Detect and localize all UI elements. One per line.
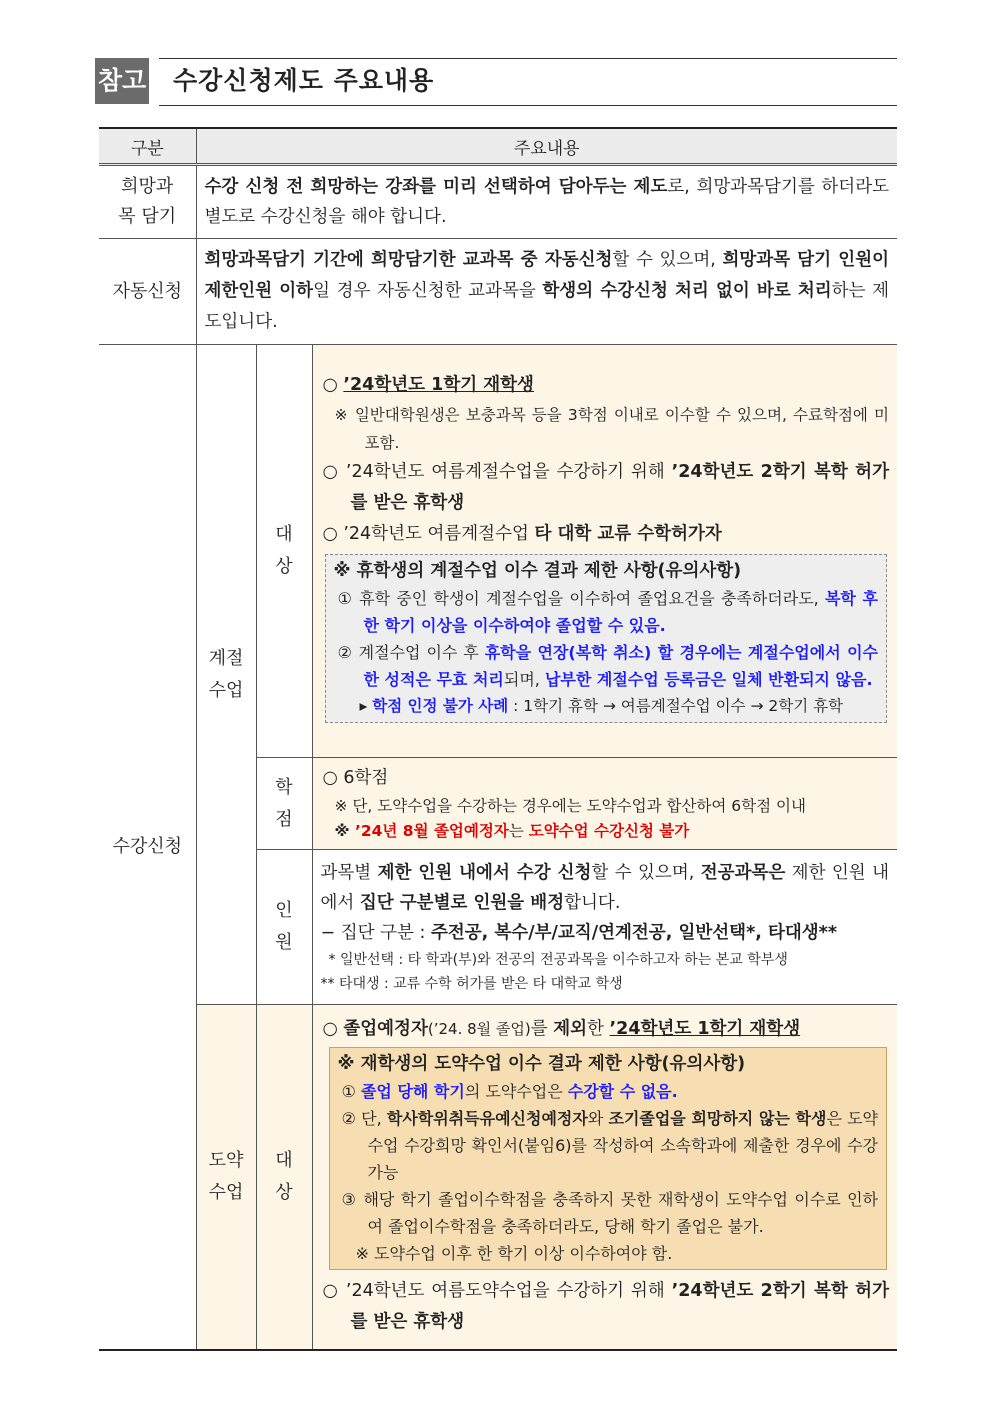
leap-box-item-3: ③ 해당 학기 졸업이수학점을 충족하지 못한 재학생이 도약수업 이수로 인하여 졸업이수학점을 충족하더라도, 당해 학기 졸업은 불가. [341, 1189, 879, 1236]
summer-t3b: 타 대학 교류 수학허가자 [534, 523, 722, 544]
registration-label: 수강신청 [99, 345, 196, 1350]
q1d: 전공과목은 [700, 863, 786, 883]
auto-t1: 할 수 있으며, [612, 250, 723, 270]
leap-i2c: 와 [587, 1108, 609, 1128]
leap-box-item-2 [338, 1105, 879, 1186]
auto-content [196, 239, 897, 345]
leap-i2d: 조기졸업을 희망하지 않는 학생 [608, 1108, 827, 1128]
auto-b3: 학생의 수강신청 처리 없이 바로 처리 [542, 281, 832, 301]
leap-i1d: 수강할 수 없음. [567, 1081, 678, 1101]
summer-c-n2b: ’24년 8월 졸업예정자 [354, 822, 509, 840]
summer-box-ex-a: 학점 인정 불가 사례 [372, 696, 509, 715]
leap-box-item-1 [338, 1078, 879, 1105]
leap-t1e: 한 [587, 1018, 610, 1039]
summer-c-n2c: 는 [508, 822, 529, 840]
reference-badge: 참고 [95, 58, 149, 104]
summer-quota-label [256, 850, 312, 1005]
q1a: 과목별 [320, 863, 378, 883]
title-bottom-rule [159, 105, 897, 106]
summer-note-1: ※ 일반대학원생은 보충과목 등을 3학점 이내로 이수할 수 있으며, 수료학점에 미포함. [334, 405, 890, 452]
summer-target-2: ○ ’24학년도 여름계절수업을 수강하기 위해 ’24학년도 2학기 복학 허가를 받은 휴학생 [322, 461, 889, 513]
leap-i1b: 졸업 당해 학기 [360, 1081, 465, 1101]
wishlist-label: 희망과목 담기 [99, 165, 196, 239]
leap-t1f: ’24학년도 1학기 재학생 [609, 1018, 801, 1039]
leap-t1c: 를 [530, 1018, 554, 1039]
summer-box-ex-b: : 1학기 휴학 → 여름계절수업 이수 → 2학기 휴학 [508, 696, 844, 715]
leap-caution-box [329, 1047, 888, 1270]
summer-label-text: 계절 수업 [208, 647, 244, 701]
leap-target-1: ○ 졸업예정자(’24. 8월 졸업)를 제외한 ’24학년도 1학기 재학생 [322, 1018, 801, 1039]
summer-target-label [256, 345, 312, 758]
summer-box-i2d: 납부한 계절수업 등록금은 일체 반환되지 않음. [544, 669, 873, 689]
leap-target-2: ○ ’24학년도 여름도약수업을 수강하기 위해 ’24학년도 2학기 복학 허가를 받은 휴학생 [322, 1280, 889, 1332]
row-leap [99, 1005, 897, 1350]
summer-quota-note-1: * 일반선택 : 타 학과(부)와 전공의 전공과목을 이수하고자 하는 본교 학부생 [328, 952, 788, 968]
q1b: 제한 인원 내에서 수강 신청 [377, 863, 592, 883]
col-category: 구분 [99, 128, 196, 165]
summer-box-title: ※ 휴학생의 계절수업 이수 결과 제한 사항(유의사항) [333, 560, 742, 581]
leap-target-label [256, 1005, 312, 1350]
page-title: 수강신청제도 주요내용 [173, 66, 435, 95]
summer-quota-1 [321, 858, 890, 918]
auto-b2: 희망과목 담기 인원이 제한인원 이하 [204, 250, 890, 301]
q1c: 할 수 있으며, [591, 863, 701, 883]
summer-box-i1a: ① 휴학 중인 학생이 계절수업을 이수하여 졸업요건을 충족하더라도, [337, 588, 825, 608]
auto-t2: 일 경우 자동신청한 교과목을 [313, 281, 543, 301]
q1e: 제한 인원 내에서 [320, 863, 890, 913]
auto-t3: 하는 제도입니다. [204, 281, 889, 332]
summer-credit-note-1: ※ 단, 도약수업을 수강하는 경우에는 도약수업과 합산하여 6학점 이내 [334, 797, 806, 815]
q2a: − 집단 구분 : [320, 923, 431, 943]
wishlist-content [196, 165, 897, 239]
summer-quota-content [312, 850, 897, 1005]
col-content: 주요내용 [196, 128, 897, 165]
summer-c-n2a: ※ [334, 822, 355, 840]
leap-i2b: 학사학위취득유예신청예정자 [386, 1108, 588, 1128]
leap-i2e: 은 도약수업 수강희망 확인서(붙임6)를 작성하여 소속학과에 제출한 경우에 수강 가능 [367, 1108, 879, 1182]
wishlist-bold: 수강 신청 전 희망하는 강좌를 미리 선택하여 담아두는 제도 [204, 177, 668, 197]
summer-target-content [312, 345, 897, 758]
q1g: 합니다. [564, 893, 621, 913]
leap-t2a: ’24학년도 여름도약수업을 수강하기 위해 [345, 1280, 672, 1301]
triangle-bullet-icon: ▸ [359, 696, 368, 715]
wishlist-rest: 로, 희망과목담기를 하더라도 별도로 수강신청을 해야 합니다. [204, 177, 890, 227]
summer-quota-note-2: ** 타대생 : 교류 수학 허가를 받은 타 대학교 학생 [320, 976, 623, 992]
row-summer-target [99, 345, 897, 758]
summer-box-i2a: ② 계절수업 이수 후 [337, 642, 485, 662]
leap-i1c: 의 도약수업은 [464, 1081, 568, 1101]
row-auto [99, 239, 897, 345]
summer-box-i2c: 되며, [503, 669, 545, 689]
leap-target-content [312, 1005, 897, 1350]
summer-credit-note-2 [321, 819, 890, 844]
leap-t1a: 졸업예정자 [343, 1018, 428, 1039]
summer-box-item-2 [334, 639, 879, 693]
leap-box-item-4: ※ 도약수업 이후 한 학기 이상 이수하여야 함. [355, 1243, 673, 1263]
leap-t1b: (’24. 8월 졸업) [427, 1019, 531, 1038]
section-header [95, 58, 897, 106]
summer-target-3: ○ ’24학년도 여름계절수업 타 대학 교류 수학허가자 [322, 523, 722, 544]
summer-credit-content [312, 758, 897, 850]
summer-box-i1b: 복학 후 한 학기 이상을 이수하여야 졸업할 수 있음. [363, 588, 879, 635]
summer-t2b: ’24학년도 2학기 복학 허가를 받은 휴학생 [350, 461, 889, 513]
summer-t1: ’24학년도 1학기 재학생 [343, 374, 534, 395]
summer-box-item-1 [334, 585, 879, 639]
summer-box-example [334, 693, 879, 720]
registration-table [99, 127, 897, 1351]
auto-label: 자동신청 [99, 239, 196, 345]
leap-t1d: 제외 [553, 1018, 588, 1039]
auto-b1: 희망과목담기 기간에 희망담기한 교과목 중 자동신청 [204, 250, 613, 270]
summer-target-1: ○ ’24학년도 1학기 재학생 [322, 374, 534, 395]
leap-label-text: 도약 수업 [208, 1149, 244, 1203]
summer-credit-text: 학 점 [275, 776, 293, 830]
summer-target-text: 대 상 [275, 524, 293, 577]
summer-quota-text: 인 원 [275, 900, 293, 953]
summer-t3a: ’24학년도 여름계절수업 [343, 523, 535, 544]
q2b: 주전공, 복수/부/교직/연계전공, 일반선택*, 타대생** [430, 923, 837, 943]
leap-i2a: ② 단, [341, 1108, 387, 1128]
row-wishlist [99, 165, 897, 239]
table-header-row [99, 128, 897, 165]
leap-i1a: ① [341, 1081, 361, 1101]
summer-label [196, 345, 256, 1005]
summer-c-n2d: 도약수업 수강신청 불가 [528, 822, 690, 840]
q1f: 집단 구분별로 인원을 배정 [359, 893, 565, 913]
summer-box-i2b: 휴학을 연장(복학 취소) 할 경우에는 계절수업에서 이수한 성적은 무효 처리 [363, 642, 878, 689]
summer-quota-2 [321, 918, 890, 948]
summer-t2a: ’24학년도 여름계절수업을 수강하기 위해 [345, 461, 672, 482]
summer-credit-1: ○ 6학점 [322, 768, 389, 788]
summer-c1: 6학점 [343, 768, 389, 788]
leap-label [196, 1005, 256, 1350]
leap-box-title: ※ 재학생의 도약수업 이수 결과 제한 사항(유의사항) [337, 1053, 746, 1074]
leap-target-text: 대 상 [275, 1149, 293, 1203]
leap-t2b: ’24학년도 2학기 복학 허가를 받은 휴학생 [350, 1280, 889, 1332]
summer-credit-label [256, 758, 312, 850]
summer-caution-box [325, 554, 888, 723]
